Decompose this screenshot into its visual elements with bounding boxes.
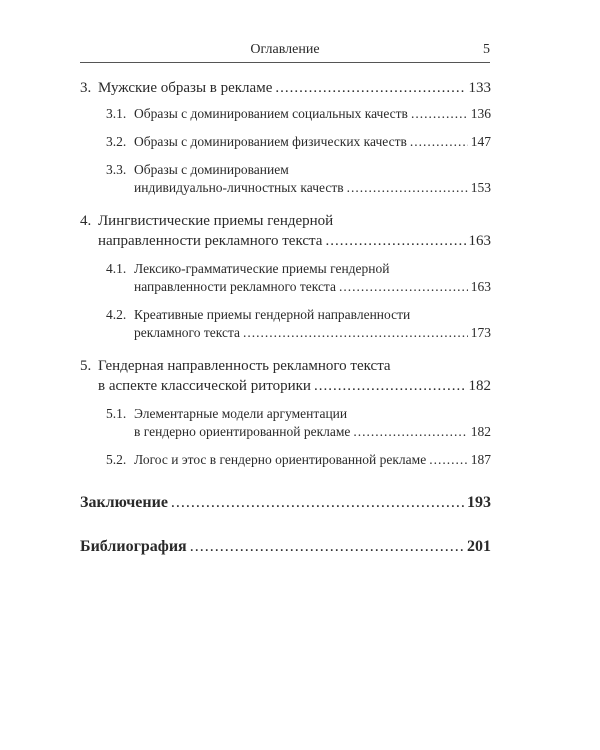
dot-leader [275, 78, 465, 98]
entry-title: Образы с доминированием социальных качеств [134, 106, 408, 121]
dot-leader [314, 376, 466, 396]
dot-leader [353, 423, 467, 441]
toc-entry-section-5-2 [80, 451, 491, 469]
dot-leader [243, 324, 468, 342]
entry-page: 187 [470, 452, 491, 467]
dot-leader [325, 231, 465, 251]
entry-title-line-1: Образы с доминированием [134, 162, 289, 177]
entry-page: 182 [468, 378, 491, 394]
dot-leader [410, 133, 468, 151]
entry-page: 153 [470, 180, 491, 195]
entry-title-line-2: в аспекте классической риторики [98, 378, 311, 394]
toc-entry-section-4-2 [80, 306, 491, 342]
toc-entry-conclusion [80, 492, 491, 514]
entry-number: 3.1. [106, 106, 127, 121]
entry-page: 173 [470, 325, 491, 340]
toc-entry-chapter-5 [80, 356, 491, 396]
toc-entry-section-4-1 [80, 260, 491, 296]
entry-title-line-2: направленности рекламного текста [98, 233, 323, 249]
dot-leader [347, 179, 468, 197]
entry-title-line-2: в гендерно ориентированной рекламе [134, 424, 351, 439]
entry-number: 5. [80, 358, 92, 374]
toc-entry-chapter-3 [80, 78, 491, 98]
entry-page: 163 [468, 233, 491, 249]
entry-number: 4.2. [106, 307, 127, 322]
entry-title-line-2: направленности рекламного текста [134, 279, 336, 294]
dot-leader [339, 278, 468, 296]
entry-title-line-1: Лингвистические приемы гендерной [98, 213, 334, 229]
entry-number: 4. [80, 213, 92, 229]
entry-title: Образы с доминированием физических качеств [134, 134, 407, 149]
entry-page: 147 [470, 134, 491, 149]
entry-title-line-1: Креативные приемы гендерной направленности [134, 307, 411, 322]
dot-leader [429, 451, 468, 469]
toc-entry-section-3-2 [80, 133, 491, 151]
table-of-contents [80, 78, 491, 558]
entry-number: 3. [80, 80, 92, 96]
entry-title-line-1: Лексико-грамматические приемы гендерной [134, 261, 390, 276]
entry-page: 193 [467, 494, 491, 511]
entry-title: Мужские образы в рекламе [98, 80, 273, 96]
entry-title-line-2: индивидуально-личностных качеств [134, 180, 344, 195]
toc-entry-chapter-4 [80, 211, 491, 251]
entry-number: 5.2. [106, 452, 127, 467]
toc-entry-bibliography [80, 536, 491, 558]
entry-title-line-1: Элементарные модели аргументации [134, 406, 348, 421]
entry-title-line-2: рекламного текста [134, 325, 241, 340]
entry-number: 4.1. [106, 261, 127, 276]
entry-number: 3.3. [106, 162, 127, 177]
running-title: Оглавление [250, 42, 320, 57]
entry-number: 5.1. [106, 406, 127, 421]
dot-leader [171, 492, 464, 514]
entry-page: 163 [470, 279, 491, 294]
toc-entry-section-3-1 [80, 105, 491, 123]
header-page-number: 5 [483, 42, 490, 57]
entry-page: 133 [468, 80, 491, 96]
entry-page: 201 [467, 538, 491, 555]
entry-title: Логос и этос в гендерно ориентированной рекламе [134, 452, 427, 467]
dot-leader [190, 536, 464, 558]
entry-page: 136 [470, 106, 491, 121]
entry-number: 3.2. [106, 134, 127, 149]
dot-leader [411, 105, 468, 123]
entry-page: 182 [470, 424, 491, 439]
entry-title: Заключение [80, 494, 168, 511]
page-header [80, 40, 490, 63]
entry-title: Библиография [80, 538, 187, 555]
toc-entry-section-5-1 [80, 405, 491, 441]
toc-entry-section-3-3 [80, 161, 491, 197]
entry-title-line-1: Гендерная направленность рекламного текста [98, 358, 391, 374]
